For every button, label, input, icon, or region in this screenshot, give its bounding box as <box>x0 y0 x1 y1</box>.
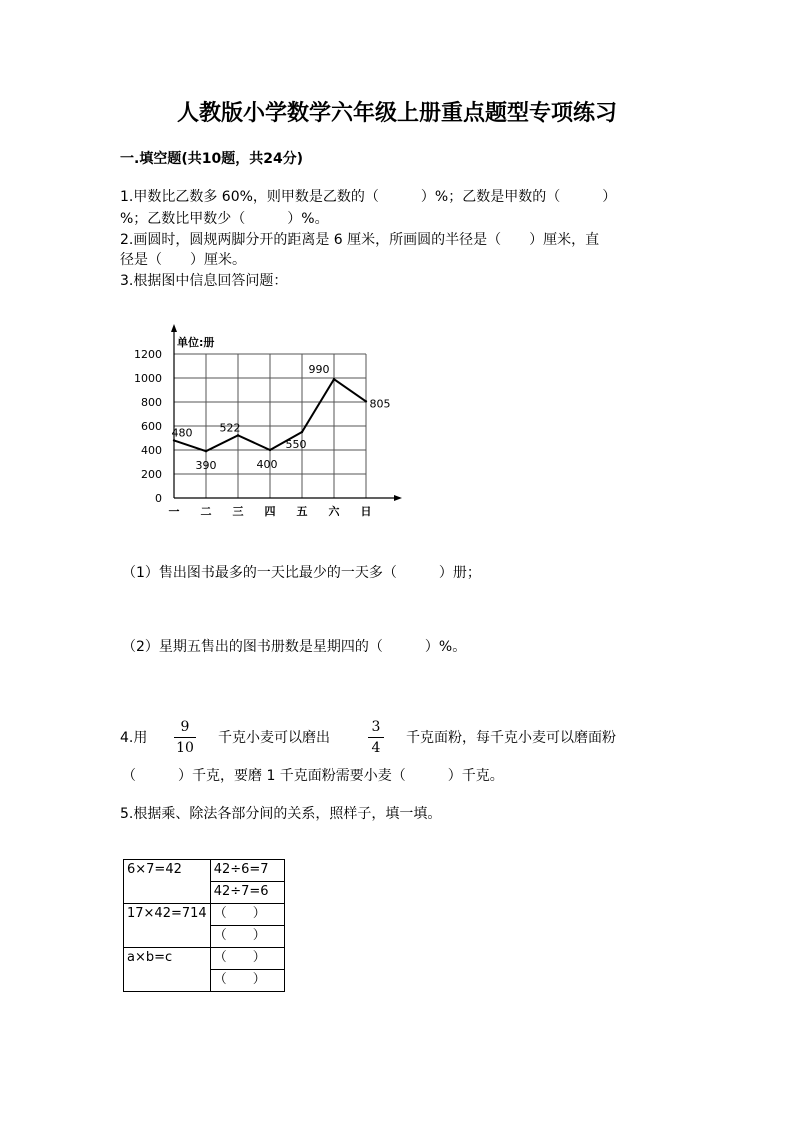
q5-relation-table <box>123 859 285 992</box>
x-tick-label: 三 <box>232 505 244 518</box>
q4-fraction-1-denominator: 10 <box>176 740 194 756</box>
data-point <box>269 449 271 451</box>
data-label: 550 <box>285 438 307 451</box>
q3-sub2: （2）星期五售出的图书册数是星期四的（ ）%。 <box>122 639 467 655</box>
x-tick-label: 四 <box>264 505 276 518</box>
data-point <box>237 434 239 436</box>
chart-unit-label: 单位:册 <box>177 336 215 349</box>
y-axis-arrow <box>171 324 177 332</box>
q3-sub1: （1）售出图书最多的一天比最少的一天多（ ）册； <box>122 565 481 581</box>
q1-line1: 1.甲数比乙数多 60%，则甲数是乙数的（ ）%；乙数是甲数的（ ） <box>120 189 617 205</box>
x-tick-label: 五 <box>296 505 308 518</box>
q3-intro: 3.根据图中信息回答问题： <box>120 273 288 289</box>
chart-data-labels <box>172 363 391 472</box>
data-label: 990 <box>308 363 330 377</box>
section-heading: 一.填空题(共10题，共24分) <box>120 151 304 167</box>
table-row <box>124 948 285 970</box>
q2-line2: 径是（ ）厘米。 <box>120 252 246 268</box>
page-title: 人教版小学数学六年级上册重点题型专项练习 <box>176 100 617 126</box>
q4-fraction-2-numerator: 3 <box>371 719 381 735</box>
table-cell-right: （ ） <box>210 904 284 926</box>
q1-line2: %；乙数比甲数少（ ）%。 <box>120 211 329 227</box>
data-point <box>301 431 303 433</box>
y-tick-label: 1000 <box>134 372 162 385</box>
table-cell-right: 42÷6=7 <box>210 860 284 882</box>
data-label: 805 <box>369 397 391 411</box>
table-cell-right: （ ） <box>210 970 284 992</box>
q4-fraction-1-numerator: 9 <box>180 719 190 735</box>
line-chart <box>120 320 410 525</box>
q4-middle: 千克小麦可以磨出 <box>218 730 330 746</box>
q5-intro: 5.根据乘、除法各部分间的关系，照样子，填一填。 <box>120 806 442 822</box>
data-label: 480 <box>171 426 193 440</box>
data-label: 522 <box>219 421 241 435</box>
chart-grid <box>171 354 366 498</box>
table-cell-left: 6×7=42 <box>124 860 211 904</box>
data-point <box>333 378 335 380</box>
x-tick-label: 一 <box>168 505 180 518</box>
table-cell-left: a×b=c <box>124 948 211 992</box>
y-tick-label: 600 <box>141 420 162 433</box>
table-cell-left: 17×42=714 <box>124 904 211 948</box>
y-tick-label: 200 <box>141 468 162 481</box>
table-cell-right: （ ） <box>210 948 284 970</box>
x-tick-label: 六 <box>328 505 340 518</box>
data-label: 390 <box>195 459 217 473</box>
y-tick-label: 0 <box>155 492 162 505</box>
y-tick-label: 1200 <box>134 348 162 361</box>
data-point <box>365 400 367 402</box>
data-point <box>173 439 175 441</box>
fraction-bar <box>174 737 196 738</box>
table-row <box>124 860 285 882</box>
x-tick-label: 二 <box>200 505 212 518</box>
q4-prefix: 4.用 <box>120 730 148 746</box>
chart-y-ticks <box>134 348 162 505</box>
table-row <box>124 904 285 926</box>
q4-fraction-1 <box>174 718 196 757</box>
q4-line2: （ ）千克，要磨 1 千克面粉需要小麦（ ）千克。 <box>122 768 504 784</box>
table-cell-right: （ ） <box>210 926 284 948</box>
chart-x-ticks <box>169 504 372 518</box>
data-label: 400 <box>256 458 278 471</box>
q2-line1: 2.画圆时，圆规两脚分开的距离是 6 厘米，所画圆的半径是（ ）厘米，直 <box>120 232 600 248</box>
data-point <box>205 450 207 452</box>
q4-fraction-2 <box>368 718 384 757</box>
x-tick-label: 日 <box>360 505 372 518</box>
q4-fraction-2-denominator: 4 <box>371 740 381 756</box>
table-cell-right: 42÷7=6 <box>210 882 284 904</box>
x-axis-arrow <box>394 495 402 501</box>
q4-suffix: 千克面粉，每千克小麦可以磨面粉 <box>406 730 616 746</box>
y-tick-label: 800 <box>141 396 162 409</box>
y-tick-label: 400 <box>141 444 162 457</box>
fraction-bar <box>368 737 384 738</box>
